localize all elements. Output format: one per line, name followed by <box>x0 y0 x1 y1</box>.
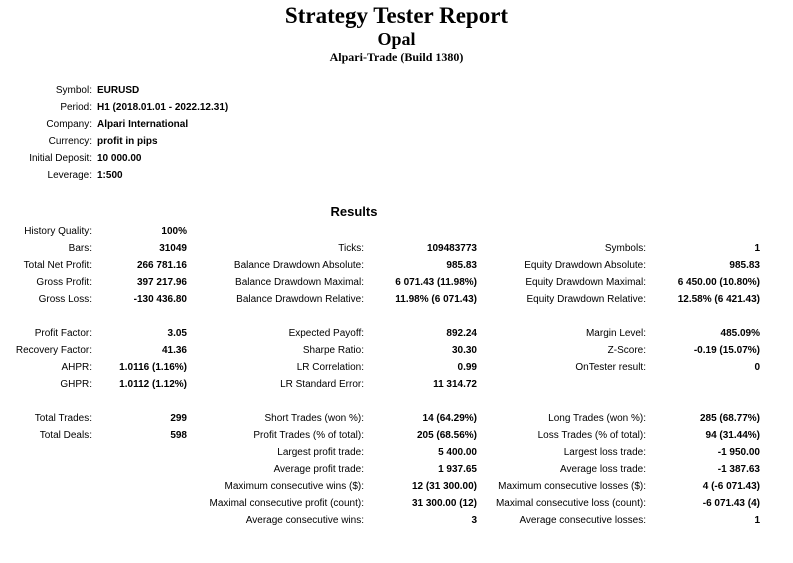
stat-value: 30.30 <box>451 345 477 356</box>
info-value: H1 (2018.01.01 - 2022.12.31) <box>97 102 229 113</box>
stat-value: 109483773 <box>426 243 477 254</box>
stat-label: Profit Trades (% of total): <box>253 430 364 441</box>
stat-label: Balance Drawdown Maximal: <box>235 277 364 288</box>
stat-label: Largest profit trade: <box>277 447 364 458</box>
info-label: Initial Deposit: <box>29 153 92 164</box>
info-label: Currency: <box>48 136 92 147</box>
stat-value: 598 <box>170 430 187 441</box>
stat-value <box>100 514 187 528</box>
stat-label <box>476 378 646 392</box>
stat-value: -1 387.63 <box>717 464 760 475</box>
stat-label: Maximal consecutive loss (count): <box>495 498 646 509</box>
stat-value: 1 <box>754 243 760 254</box>
stat-label: LR Correlation: <box>296 362 364 373</box>
stat-label: Balance Drawdown Relative: <box>236 294 364 305</box>
stat-value: 892.24 <box>446 328 477 339</box>
stat-label: Total Net Profit: <box>23 260 92 271</box>
stat-label: Gross Loss: <box>38 294 92 305</box>
info-row-leverage <box>0 169 123 183</box>
stat-label: Largest loss trade: <box>563 447 646 458</box>
stat-label: Total Deals: <box>39 430 92 441</box>
stat-value: 31 300.00 (12) <box>411 498 477 509</box>
stat-value: -6 071.43 (4) <box>702 498 760 509</box>
stat-label: Recovery Factor: <box>15 345 92 356</box>
stat-value <box>100 446 187 460</box>
stat-label: Equity Drawdown Maximal: <box>525 277 646 288</box>
stat-label: Sharpe Ratio: <box>302 345 364 356</box>
stat-value: 6 071.43 (11.98%) <box>395 277 477 288</box>
results-heading: Results <box>330 204 378 219</box>
stat-value: 3 <box>471 515 477 526</box>
info-label: Company: <box>46 119 92 130</box>
info-row-period <box>0 101 229 115</box>
stat-value <box>660 378 760 392</box>
stat-label <box>0 463 92 477</box>
stat-label: Expected Payoff: <box>288 328 364 339</box>
stat-value: 12.58% (6 421.43) <box>677 294 760 305</box>
stat-value: -0.19 (15.07%) <box>693 345 760 356</box>
stat-value: 985.83 <box>446 260 477 271</box>
stat-label: Maximum consecutive wins ($): <box>224 481 364 492</box>
stat-label: Maximal consecutive profit (count): <box>209 498 364 509</box>
stat-value <box>100 497 187 511</box>
stat-value: 0.99 <box>457 362 477 373</box>
info-value: Alpari International <box>97 119 189 130</box>
history-quality-label: History Quality: <box>24 226 92 237</box>
stat-value: 11 314.72 <box>433 379 477 390</box>
stat-label: Short Trades (won %): <box>264 413 364 424</box>
info-row-company <box>0 118 189 132</box>
stat-label: Average profit trade: <box>273 464 364 475</box>
stat-value: 6 450.00 (10.80%) <box>677 277 760 288</box>
stat-label: Equity Drawdown Absolute: <box>524 260 646 271</box>
stat-label: Symbols: <box>604 243 646 254</box>
stat-label: LR Standard Error: <box>280 379 364 390</box>
stat-value: 1 <box>754 515 760 526</box>
stat-value: 1.0112 (1.12%) <box>119 379 187 390</box>
stat-label: GHPR: <box>60 379 92 390</box>
stat-value: 14 (64.29%) <box>422 413 477 424</box>
stat-value: 1.0116 (1.16%) <box>119 362 187 373</box>
stat-label: Average consecutive losses: <box>519 515 646 526</box>
stat-value: 485.09% <box>720 328 760 339</box>
stat-value: 266 781.16 <box>136 260 187 271</box>
stat-label: Gross Profit: <box>36 277 92 288</box>
history-quality-value: 100% <box>161 226 187 237</box>
stat-value: 1 937.65 <box>438 464 477 475</box>
broker-build: Alpari-Trade (Build 1380) <box>329 50 464 64</box>
stat-value: 205 (68.56%) <box>416 430 477 441</box>
stat-value: 4 (-6 071.43) <box>702 481 760 492</box>
stat-value: -130 436.80 <box>133 294 187 305</box>
info-row-initial-deposit <box>0 152 142 166</box>
stat-label: Margin Level: <box>585 328 646 339</box>
info-row-symbol <box>0 84 140 98</box>
stat-label <box>0 497 92 511</box>
info-row-currency <box>0 135 158 149</box>
stat-label: Bars: <box>68 243 92 254</box>
stat-value: 0 <box>754 362 760 373</box>
stat-value: 985.83 <box>729 260 760 271</box>
stat-value <box>100 480 187 494</box>
stat-label: Average loss trade: <box>560 464 646 475</box>
stat-label: Z-Score: <box>607 345 646 356</box>
stat-value: 285 (68.77%) <box>699 413 760 424</box>
stat-label: Loss Trades (% of total): <box>537 430 646 441</box>
stat-value: 41.36 <box>161 345 187 356</box>
stat-label: Total Trades: <box>34 413 92 424</box>
info-value: profit in pips <box>97 136 158 147</box>
stat-label: Profit Factor: <box>34 328 92 339</box>
stat-label: Long Trades (won %): <box>548 413 646 424</box>
report-title: Strategy Tester Report <box>284 3 509 28</box>
stat-value: 299 <box>170 413 187 424</box>
info-value: 1:500 <box>97 170 123 181</box>
stat-label <box>0 514 92 528</box>
stat-value: 31049 <box>159 243 187 254</box>
stat-label: Balance Drawdown Absolute: <box>233 260 364 271</box>
stat-value: 11.98% (6 071.43) <box>395 294 477 305</box>
info-label: Period: <box>60 102 92 113</box>
stat-value: 397 217.96 <box>136 277 187 288</box>
info-value: 10 000.00 <box>97 153 142 164</box>
stat-value: 3.05 <box>167 328 187 339</box>
info-label: Leverage: <box>47 170 92 181</box>
stat-label: Ticks: <box>338 243 364 254</box>
stat-value <box>100 463 187 477</box>
expert-name: Opal <box>377 29 416 49</box>
stat-label: Equity Drawdown Relative: <box>526 294 646 305</box>
info-value: EURUSD <box>97 85 140 96</box>
stat-value: -1 950.00 <box>717 447 760 458</box>
stat-label: OnTester result: <box>575 362 646 373</box>
stat-label <box>0 480 92 494</box>
stat-label: Average consecutive wins: <box>245 515 364 526</box>
info-label: Symbol: <box>55 85 92 96</box>
stat-value: 12 (31 300.00) <box>411 481 477 492</box>
stat-value: 5 400.00 <box>438 447 477 458</box>
stat-label <box>0 446 92 460</box>
stat-value: 94 (31.44%) <box>705 430 760 441</box>
stat-label: AHPR: <box>61 362 92 373</box>
stat-label: Maximum consecutive losses ($): <box>498 481 646 492</box>
